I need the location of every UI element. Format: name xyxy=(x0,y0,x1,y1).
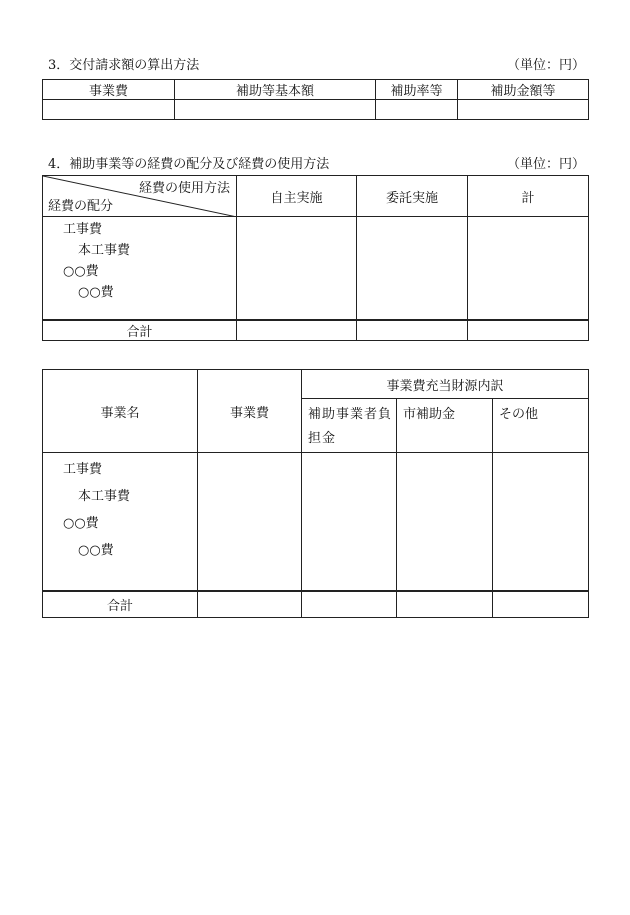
section5-cell-other[interactable] xyxy=(493,453,589,591)
section5-header-group: 事業費充当財源内訳 xyxy=(302,370,589,399)
section3-cell-cost[interactable] xyxy=(43,100,175,120)
section5-total-other[interactable] xyxy=(493,591,589,618)
section5-total-city-subsidy[interactable] xyxy=(397,591,493,618)
section4-header-outsourced: 委託実施 xyxy=(357,176,468,217)
section4-table xyxy=(42,175,589,341)
list-item: 工事費 xyxy=(63,222,103,237)
list-item: ○○費 xyxy=(78,543,114,558)
section3-header-amount: 補助金額等 xyxy=(458,80,589,100)
section5-cell-cost[interactable] xyxy=(198,453,302,591)
list-item: 本工事費 xyxy=(78,489,131,504)
section3-header-rate: 補助率等 xyxy=(376,80,458,100)
section3-heading: 3．交付請求額の算出方法 xyxy=(48,58,200,73)
list-item: ○○費 xyxy=(63,264,99,279)
section4-cell-total[interactable] xyxy=(468,217,589,320)
section3-header-row xyxy=(43,80,589,100)
section3-value-row xyxy=(43,100,589,120)
diag-header-top: 経費の使用方法 xyxy=(138,181,230,196)
section5-header-cost: 事業費 xyxy=(198,370,302,453)
section4-total-row xyxy=(43,320,589,341)
section3-cell-base[interactable] xyxy=(175,100,376,120)
section4-header-self: 自主実施 xyxy=(237,176,357,217)
section3-table xyxy=(42,79,589,120)
section3-cell-rate[interactable] xyxy=(376,100,458,120)
section4-heading: 4．補助事業等の経費の配分及び経費の使用方法 xyxy=(48,157,330,172)
section5-header-other: その他 xyxy=(493,399,589,453)
section4-total-outsourced[interactable] xyxy=(357,320,468,341)
section4-header-row xyxy=(43,176,589,217)
section5-total-row xyxy=(43,591,589,618)
section3-cell-amount[interactable] xyxy=(458,100,589,120)
section3-header-base: 補助等基本額 xyxy=(175,80,376,100)
section4-header-total: 計 xyxy=(468,176,589,217)
section5-cell-bearer[interactable] xyxy=(302,453,397,591)
section5-header-city-subsidy: 市補助金 xyxy=(397,399,493,453)
section4-diagonal-header xyxy=(43,176,237,217)
section4-cell-outsourced[interactable] xyxy=(357,217,468,320)
section3-unit: （単位：円） xyxy=(507,58,586,73)
diag-header-bottom: 経費の配分 xyxy=(48,199,114,214)
section5-body-row xyxy=(43,453,589,591)
section5-total-cost[interactable] xyxy=(198,591,302,618)
section5-cell-city-subsidy[interactable] xyxy=(397,453,493,591)
section4-total-self[interactable] xyxy=(237,320,357,341)
section5-header-row-1 xyxy=(43,370,589,399)
section4-cell-self[interactable] xyxy=(237,217,357,320)
section5-items xyxy=(43,453,198,591)
section4-total-total[interactable] xyxy=(468,320,589,341)
list-item: ○○費 xyxy=(78,285,114,300)
list-item: 本工事費 xyxy=(78,243,131,258)
section5-total-bearer[interactable] xyxy=(302,591,397,618)
section5-table xyxy=(42,369,589,618)
section4-items xyxy=(43,217,237,320)
section5-header-bearer: 補助事業者負担金 xyxy=(302,399,397,453)
section4-body-row xyxy=(43,217,589,320)
list-item: 工事費 xyxy=(63,462,103,477)
list-item: ○○費 xyxy=(63,516,99,531)
section3-header-cost: 事業費 xyxy=(43,80,175,100)
section5-header-name: 事業名 xyxy=(43,370,198,453)
section4-total-label: 合計 xyxy=(43,320,237,341)
section5-total-label: 合計 xyxy=(43,591,198,618)
section4-unit: （単位：円） xyxy=(507,157,586,172)
